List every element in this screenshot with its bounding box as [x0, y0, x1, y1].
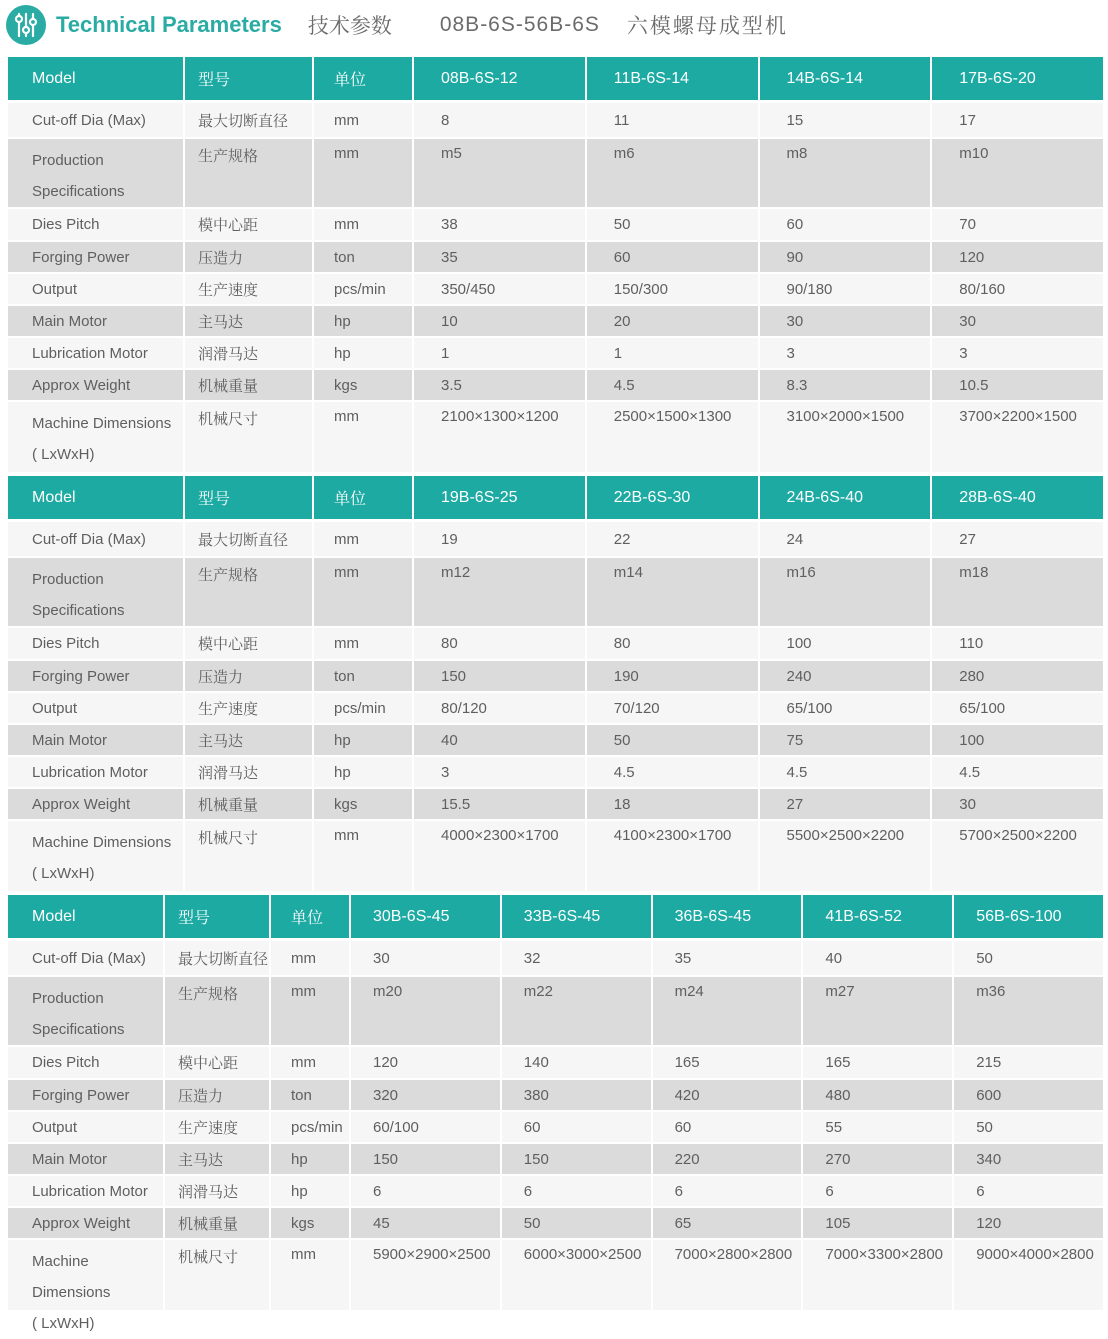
- spec-value: 40: [803, 941, 952, 975]
- row-unit: hp: [271, 1144, 349, 1174]
- table-row: [8, 661, 1103, 691]
- table-row: [8, 1112, 1103, 1142]
- row-label-cn: 模中心距: [185, 209, 312, 240]
- spec-value: 80/160: [932, 274, 1103, 304]
- spec-value: 32: [502, 941, 651, 975]
- row-label-cn: 生产速度: [165, 1112, 269, 1142]
- spec-value: m27: [803, 977, 952, 1045]
- table-row: [8, 757, 1103, 787]
- table-row: [8, 274, 1103, 304]
- row-label: [8, 821, 183, 891]
- spec-value: 3: [760, 338, 931, 368]
- machine-name-cn: 六模螺母成型机: [626, 15, 788, 38]
- column-header-model: Model: [8, 476, 183, 519]
- row-label-line: Output: [32, 280, 78, 298]
- column-header-model-name: 24B-6S-40: [760, 476, 931, 519]
- row-unit: mm: [314, 103, 412, 137]
- row-label: [8, 338, 183, 368]
- spec-value: 60/100: [351, 1112, 500, 1142]
- spec-value: 15: [760, 103, 931, 137]
- spec-value: 30: [932, 306, 1103, 336]
- spec-value: 35: [653, 941, 802, 975]
- column-header-unit: 单位: [271, 895, 349, 938]
- row-label-cn: 压造力: [165, 1080, 269, 1110]
- row-unit: hp: [314, 725, 412, 755]
- spec-value: m18: [932, 558, 1103, 626]
- row-unit: ton: [314, 242, 412, 272]
- spec-value: 9000×4000×2800: [954, 1240, 1103, 1310]
- row-label: [8, 757, 183, 787]
- row-label-line: Specifications: [32, 183, 125, 200]
- spec-value: 6: [351, 1176, 500, 1206]
- spec-value: 8: [414, 103, 585, 137]
- row-label-line: Approx Weight: [32, 795, 131, 813]
- spec-value: m8: [760, 139, 931, 207]
- spec-value: 5700×2500×2200: [932, 821, 1103, 891]
- spec-value: m12: [414, 558, 585, 626]
- column-header-unit: 单位: [314, 476, 412, 519]
- spec-value: 90: [760, 242, 931, 272]
- row-label-line: Cut-off Dia (Max): [32, 111, 146, 129]
- table-row: [8, 941, 1103, 975]
- spec-value: 75: [760, 725, 931, 755]
- table-row: [8, 306, 1103, 336]
- column-header-model-name: 19B-6S-25: [414, 476, 585, 519]
- spec-value: 100: [760, 628, 931, 659]
- row-label: [8, 1080, 163, 1110]
- spec-value: 150/300: [587, 274, 758, 304]
- row-label: [8, 522, 183, 556]
- row-unit: mm: [314, 558, 412, 626]
- column-header-model-name: 56B-6S-100: [954, 895, 1103, 938]
- row-label-line: Lubrication Motor: [32, 763, 148, 781]
- spec-value: 6: [653, 1176, 802, 1206]
- spec-value: 20: [587, 306, 758, 336]
- row-label-cn: 主马达: [165, 1144, 269, 1174]
- table-row: [8, 977, 1103, 1045]
- spec-value: 40: [414, 725, 585, 755]
- spec-value: 420: [653, 1080, 802, 1110]
- spec-value: 60: [502, 1112, 651, 1142]
- row-label-cn: 机械重量: [165, 1208, 269, 1238]
- page-title-cn: 技术参数: [307, 15, 392, 38]
- spec-value: 4.5: [587, 370, 758, 400]
- row-label-line: Cut-off Dia (Max): [32, 949, 146, 967]
- row-label-line: ( LxWxH): [32, 446, 95, 463]
- spec-value: 65: [653, 1208, 802, 1238]
- row-label-line: Forging Power: [32, 248, 130, 266]
- spec-value: 3700×2200×1500: [932, 402, 1103, 472]
- row-label-cn: 最大切断直径: [165, 941, 269, 975]
- spec-value: 6000×3000×2500: [502, 1240, 651, 1310]
- column-header-model-name: 36B-6S-45: [653, 895, 802, 938]
- row-label: [8, 1208, 163, 1238]
- spec-value: 65/100: [932, 693, 1103, 723]
- spec-value: 18: [587, 789, 758, 819]
- row-label-cn: 模中心距: [165, 1047, 269, 1078]
- spec-value: 30: [932, 789, 1103, 819]
- spec-value: 6: [803, 1176, 952, 1206]
- row-unit: mm: [314, 402, 412, 472]
- spec-value: 3100×2000×1500: [760, 402, 931, 472]
- spec-value: 10: [414, 306, 585, 336]
- row-label-cn: 生产速度: [185, 693, 312, 723]
- spec-value: 80: [414, 628, 585, 659]
- spec-value: 110: [932, 628, 1103, 659]
- spec-table: [8, 57, 1103, 472]
- row-unit: mm: [271, 1240, 349, 1310]
- spec-value: 6: [954, 1176, 1103, 1206]
- row-unit: hp: [314, 306, 412, 336]
- column-header-model-name: 17B-6S-20: [932, 57, 1103, 100]
- row-unit: kgs: [314, 789, 412, 819]
- spec-value: 30: [351, 941, 500, 975]
- page-title: Technical Parameters: [56, 12, 282, 37]
- spec-value: 2500×1500×1300: [587, 402, 758, 472]
- spec-value: 2100×1300×1200: [414, 402, 585, 472]
- row-label-cn: 压造力: [185, 661, 312, 691]
- row-label: [8, 1144, 163, 1174]
- row-label-cn: 机械重量: [185, 370, 312, 400]
- row-label-cn: 机械尺寸: [185, 821, 312, 891]
- column-header-model-cn: 型号: [185, 57, 312, 100]
- spec-value: 150: [414, 661, 585, 691]
- table-row: [8, 693, 1103, 723]
- spec-value: m16: [760, 558, 931, 626]
- row-label-cn: 机械尺寸: [165, 1240, 269, 1310]
- spec-value: 5500×2500×2200: [760, 821, 931, 891]
- spec-value: 38: [414, 209, 585, 240]
- spec-value: 27: [760, 789, 931, 819]
- table-row: [8, 209, 1103, 240]
- spec-value: 480: [803, 1080, 952, 1110]
- row-unit: mm: [314, 209, 412, 240]
- table-row: [8, 789, 1103, 819]
- spec-value: 70/120: [587, 693, 758, 723]
- row-label-line: Main Motor: [32, 731, 108, 749]
- spec-value: 120: [954, 1208, 1103, 1238]
- column-header-model-name: 41B-6S-52: [803, 895, 952, 938]
- row-label: [8, 1047, 163, 1078]
- spec-value: 165: [803, 1047, 952, 1078]
- row-label-cn: 润滑马达: [165, 1176, 269, 1206]
- row-label: [8, 1240, 163, 1332]
- spec-value: 60: [760, 209, 931, 240]
- spec-value: 50: [587, 725, 758, 755]
- spec-table: [8, 476, 1103, 891]
- spec-value: 150: [351, 1144, 500, 1174]
- row-label-line: Dies Pitch: [32, 635, 100, 652]
- page-header: [0, 0, 1108, 50]
- spec-value: m14: [587, 558, 758, 626]
- column-header-model-name: 30B-6S-45: [351, 895, 500, 938]
- spec-value: m24: [653, 977, 802, 1045]
- row-label-line: Cut-off Dia (Max): [32, 530, 146, 548]
- row-label-line: Forging Power: [32, 667, 130, 685]
- table-row: [8, 1208, 1103, 1238]
- row-label: [8, 725, 183, 755]
- spec-value: 4.5: [587, 757, 758, 787]
- row-label-line: Approx Weight: [32, 1214, 131, 1232]
- row-label-cn: 压造力: [185, 242, 312, 272]
- table-row: [8, 522, 1103, 556]
- row-label-line: Specifications: [32, 602, 125, 619]
- row-label-cn: 润滑马达: [185, 338, 312, 368]
- row-unit: mm: [314, 522, 412, 556]
- row-label: [8, 558, 183, 626]
- row-label-cn: 生产规格: [165, 977, 269, 1045]
- row-label-line: Forging Power: [32, 1086, 130, 1104]
- model-range: 08B-6S-56B-6S: [439, 13, 600, 36]
- table-row: [8, 338, 1103, 368]
- row-unit: mm: [271, 1047, 349, 1078]
- column-header-model-name: 28B-6S-40: [932, 476, 1103, 519]
- spec-value: 120: [351, 1047, 500, 1078]
- table-row: [8, 628, 1103, 659]
- row-label: [8, 693, 183, 723]
- spec-table: [8, 895, 1103, 1332]
- row-label-cn: 生产规格: [185, 558, 312, 626]
- spec-value: m5: [414, 139, 585, 207]
- row-label: [8, 242, 183, 272]
- row-unit: mm: [314, 139, 412, 207]
- spec-value: 50: [954, 1112, 1103, 1142]
- row-label-line: Dies Pitch: [32, 1054, 100, 1071]
- spec-value: m10: [932, 139, 1103, 207]
- row-label: [8, 274, 183, 304]
- row-label: [8, 209, 183, 240]
- table-row: [8, 1240, 1103, 1332]
- row-unit: pcs/min: [271, 1112, 349, 1142]
- spec-value: 3.5: [414, 370, 585, 400]
- row-label-line: ( LxWxH): [32, 865, 95, 882]
- spec-value: 280: [932, 661, 1103, 691]
- row-label: [8, 370, 183, 400]
- row-label-cn: 生产规格: [185, 139, 312, 207]
- spec-value: 60: [653, 1112, 802, 1142]
- table-row: [8, 821, 1103, 891]
- spec-value: 50: [587, 209, 758, 240]
- row-label-cn: 最大切断直径: [185, 522, 312, 556]
- row-label-line: Dies Pitch: [32, 216, 100, 233]
- spec-value: 320: [351, 1080, 500, 1110]
- spec-value: 6: [502, 1176, 651, 1206]
- spec-value: 165: [653, 1047, 802, 1078]
- spec-value: 3: [414, 757, 585, 787]
- column-header-model: Model: [8, 57, 183, 100]
- spec-value: 7000×3300×2800: [803, 1240, 952, 1310]
- spec-value: 19: [414, 522, 585, 556]
- table-row: [8, 558, 1103, 626]
- row-unit: mm: [314, 628, 412, 659]
- row-label: [8, 628, 183, 659]
- spec-value: 105: [803, 1208, 952, 1238]
- spec-value: 3: [932, 338, 1103, 368]
- spec-value: m6: [587, 139, 758, 207]
- row-label: [8, 789, 183, 819]
- spec-value: 5900×2900×2500: [351, 1240, 500, 1310]
- row-label-line: Machine Dimensions: [32, 834, 172, 851]
- table-row: [8, 370, 1103, 400]
- spec-value: 27: [932, 522, 1103, 556]
- spec-value: 240: [760, 661, 931, 691]
- spec-value: 60: [587, 242, 758, 272]
- row-unit: mm: [271, 941, 349, 975]
- table-row: [8, 402, 1103, 472]
- spec-value: 50: [954, 941, 1103, 975]
- row-unit: kgs: [271, 1208, 349, 1238]
- row-unit: mm: [314, 821, 412, 891]
- row-label: [8, 139, 183, 207]
- spec-value: 4.5: [760, 757, 931, 787]
- table-row: [8, 1176, 1103, 1206]
- spec-tables: [8, 57, 1103, 1332]
- spec-value: 4000×2300×1700: [414, 821, 585, 891]
- row-label-line: Production: [32, 571, 104, 588]
- spec-value: 150: [502, 1144, 651, 1174]
- row-label: [8, 402, 183, 472]
- row-unit: mm: [271, 977, 349, 1045]
- column-header-model-name: 14B-6S-14: [760, 57, 931, 100]
- column-header-model-cn: 型号: [185, 476, 312, 519]
- row-label-line: Lubrication Motor: [32, 344, 148, 362]
- spec-value: 8.3: [760, 370, 931, 400]
- sliders-icon: [6, 5, 46, 45]
- spec-value: 10.5: [932, 370, 1103, 400]
- row-label: [8, 941, 163, 975]
- row-label-line: ( LxWxH): [32, 1315, 95, 1332]
- row-label-line: Production: [32, 152, 104, 169]
- spec-value: 50: [502, 1208, 651, 1238]
- spec-value: 350/450: [414, 274, 585, 304]
- table-header-row: [8, 476, 1103, 519]
- table-row: [8, 1080, 1103, 1110]
- spec-value: 4100×2300×1700: [587, 821, 758, 891]
- spec-value: 80: [587, 628, 758, 659]
- row-unit: hp: [271, 1176, 349, 1206]
- spec-value: 270: [803, 1144, 952, 1174]
- spec-value: 4.5: [932, 757, 1103, 787]
- spec-value: 90/180: [760, 274, 931, 304]
- spec-value: 1: [587, 338, 758, 368]
- spec-value: 11: [587, 103, 758, 137]
- row-unit: ton: [314, 661, 412, 691]
- table-row: [8, 1047, 1103, 1078]
- spec-value: 35: [414, 242, 585, 272]
- row-label: [8, 661, 183, 691]
- row-label-cn: 机械重量: [185, 789, 312, 819]
- spec-value: 15.5: [414, 789, 585, 819]
- row-label-cn: 润滑马达: [185, 757, 312, 787]
- spec-value: 80/120: [414, 693, 585, 723]
- table-row: [8, 139, 1103, 207]
- spec-value: 17: [932, 103, 1103, 137]
- row-label-line: Output: [32, 699, 78, 717]
- row-label: [8, 103, 183, 137]
- spec-value: 1: [414, 338, 585, 368]
- spec-value: 190: [587, 661, 758, 691]
- spec-value: 7000×2800×2800: [653, 1240, 802, 1310]
- row-label-line: Lubrication Motor: [32, 1182, 148, 1200]
- row-label-cn: 最大切断直径: [185, 103, 312, 137]
- row-label-line: Main Motor: [32, 1150, 108, 1168]
- row-label: [8, 1112, 163, 1142]
- spec-value: 55: [803, 1112, 952, 1142]
- column-header-model-name: 08B-6S-12: [414, 57, 585, 100]
- table-row: [8, 725, 1103, 755]
- spec-value: 340: [954, 1144, 1103, 1174]
- table-row: [8, 1144, 1103, 1174]
- spec-value: 215: [954, 1047, 1103, 1078]
- row-unit: hp: [314, 338, 412, 368]
- row-label-cn: 机械尺寸: [185, 402, 312, 472]
- spec-value: 140: [502, 1047, 651, 1078]
- spec-value: 24: [760, 522, 931, 556]
- spec-value: 45: [351, 1208, 500, 1238]
- column-header-model-name: 33B-6S-45: [502, 895, 651, 938]
- row-label-cn: 模中心距: [185, 628, 312, 659]
- column-header-model-name: 11B-6S-14: [587, 57, 758, 100]
- spec-value: 22: [587, 522, 758, 556]
- row-label-line: Approx Weight: [32, 376, 131, 394]
- row-label-cn: 主马达: [185, 306, 312, 336]
- spec-value: 100: [932, 725, 1103, 755]
- table-row: [8, 242, 1103, 272]
- column-header-model: Model: [8, 895, 163, 938]
- column-header-model-name: 22B-6S-30: [587, 476, 758, 519]
- spec-value: m36: [954, 977, 1103, 1045]
- row-unit: ton: [271, 1080, 349, 1110]
- spec-value: 65/100: [760, 693, 931, 723]
- row-label-cn: 生产速度: [185, 274, 312, 304]
- table-header-row: [8, 57, 1103, 100]
- row-unit: hp: [314, 757, 412, 787]
- row-label-line: Main Motor: [32, 312, 108, 330]
- row-unit: pcs/min: [314, 274, 412, 304]
- row-label-line: Production: [32, 990, 104, 1007]
- table-header-row: [8, 895, 1103, 938]
- spec-value: m20: [351, 977, 500, 1045]
- row-label-cn: 主马达: [185, 725, 312, 755]
- row-label: [8, 306, 183, 336]
- row-unit: pcs/min: [314, 693, 412, 723]
- spec-value: 30: [760, 306, 931, 336]
- spec-value: 380: [502, 1080, 651, 1110]
- spec-value: m22: [502, 977, 651, 1045]
- spec-value: 70: [932, 209, 1103, 240]
- row-label: [8, 977, 163, 1045]
- column-header-model-cn: 型号: [165, 895, 269, 938]
- row-label-line: Output: [32, 1118, 78, 1136]
- row-unit: kgs: [314, 370, 412, 400]
- row-label-line: Machine Dimensions: [32, 1253, 111, 1301]
- row-label-line: Specifications: [32, 1021, 125, 1038]
- column-header-unit: 单位: [314, 57, 412, 100]
- row-label: [8, 1176, 163, 1206]
- spec-value: 120: [932, 242, 1103, 272]
- spec-value: 600: [954, 1080, 1103, 1110]
- table-row: [8, 103, 1103, 137]
- spec-value: 220: [653, 1144, 802, 1174]
- row-label-line: Machine Dimensions: [32, 415, 172, 432]
